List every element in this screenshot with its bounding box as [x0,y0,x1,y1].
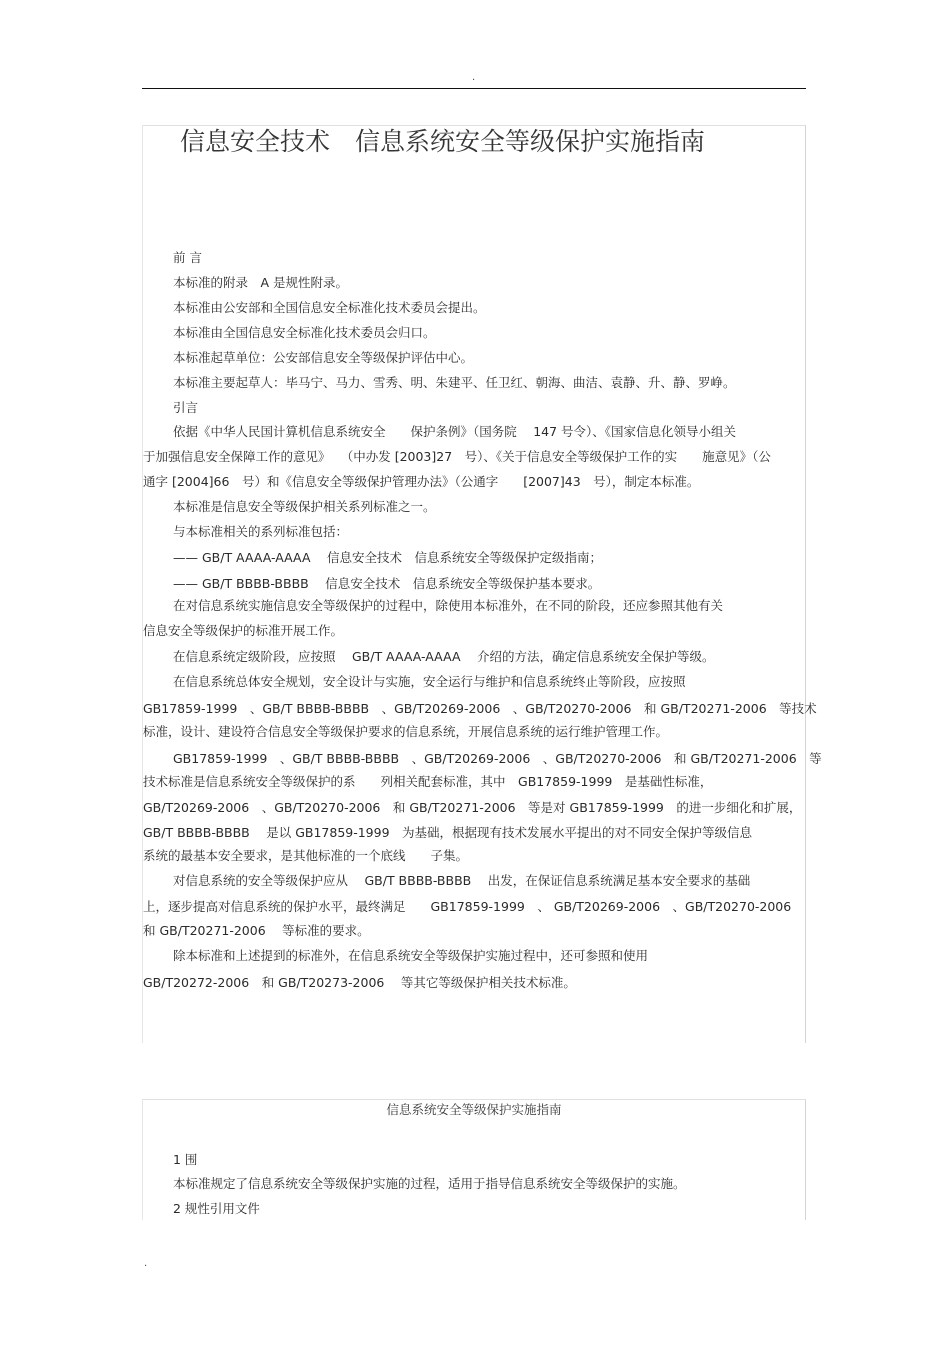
paragraph-line: GB/T20272-2006 和 GB/T20273-2006 等其它等级保护相关技术标准。 [143,975,576,990]
paragraph-line: 本标准规定了信息系统安全等级保护实施的过程，适用于指导信息系统安全等级保护的实施。 [173,1176,686,1191]
paragraph-line: 依据《中华人民国计算机信息系统安全 保护条例》（国务院 147 号令）、《国家信息化领导小组关 [173,424,737,439]
heading-introduction: 引言 [173,400,199,415]
paragraph-line: 对信息系统的安全等级保护应从 GB/T BBBB-BBBB 出发，在保证信息系统满足基本安全要求的基础 [173,873,751,888]
paragraph-line: 于加强信息安全保障工作的意见》 （中办发 [2003]27 号）、《关于信息安全等级保护工作的实 施意见》（公 [143,449,771,464]
heading-foreword: 前 言 [173,250,202,265]
paragraph-line: 本标准的附录 A 是规性附录。 [173,275,349,290]
header-rule [142,88,806,89]
paragraph-line: 本标准由全国信息安全标准化技术委员会归口。 [173,325,436,340]
paragraph-line: 和 GB/T20271-2006 等标准的要求。 [143,923,370,938]
section-title: 信息系统安全等级保护实施指南 [386,1102,562,1117]
paragraph-line: GB/T20269-2006 、GB/T20270-2006 和 GB/T20271-2006 等是对 GB17859-1999 的进一步细化和扩展， [143,800,802,815]
paragraph-line: 通字 [2004]66 号）和《信息安全等级保护管理办法》（公通字 [2007]43 号），制定本标准。 [143,474,700,489]
paragraph-line: 本标准是信息安全等级保护相关系列标准之一。 [173,499,436,514]
document-section-foreword [142,125,822,1043]
document-section-guide [142,1099,806,1220]
paragraph-line: 上，逐步提高对信息系统的保护水平，最终满足 GB17859-1999 、 GB/T20269-2006 、GB/T20270-2006 [143,899,792,914]
paragraph-line: GB17859-1999 、GB/T BBBB-BBBB 、GB/T20269-2006 、GB/T20270-2006 和 GB/T20271-2006 等技术 [143,701,817,716]
list-item: —— GB/T AAAA-AAAA 信息安全技术 信息系统安全等级保护定级指南； [173,550,602,565]
paragraph-line: 在对信息系统实施信息安全等级保护的过程中，除使用本标准外，在不同的阶段，还应参照其他有关 [173,598,724,613]
heading-scope: 1 围 [173,1152,198,1167]
paragraph-line: GB/T BBBB-BBBB 是以 GB17859-1999 为基础，根据现有技术发展水平提出的对不同安全保护等级信息 [143,825,753,840]
paragraph-line: 本标准主要起草人：毕马宁、马力、雪秀、明、朱建平、任卫红、朝海、曲洁、袁静、升、静、罗峥。 [173,375,736,390]
paragraph-line: 标准，设计、建设符合信息安全等级保护要求的信息系统，开展信息系统的运行维护管理工作。 [143,724,669,739]
paragraph-line: 信息安全等级保护的标准开展工作。 [143,623,344,638]
paragraph-line: 与本标准相关的系列标准包括： [173,524,349,539]
header-dot: . [472,72,476,83]
list-item: —— GB/T BBBB-BBBB 信息安全技术 信息系统安全等级保护基本要求。 [173,576,601,591]
document-title: 信息安全技术 信息系统安全等级保护实施指南 [180,127,706,156]
paragraph-line: 除本标准和上述提到的标准外，在信息系统安全等级保护实施过程中，还可参照和使用 [173,948,649,963]
paragraph-line: 在信息系统定级阶段，应按照 GB/T AAAA-AAAA 介绍的方法，确定信息系统安全保护等级。 [173,649,715,664]
paragraph-line: 系统的最基本安全要求，是其他标准的一个底线 子集。 [143,848,469,863]
paragraph-line: 本标准起草单位：公安部信息安全等级保护评估中心。 [173,350,474,365]
paragraph-line: GB17859-1999 、GB/T BBBB-BBBB 、GB/T20269-2006 、GB/T20270-2006 和 GB/T20271-2006 等 [173,751,822,766]
footer-dot: . [144,1258,148,1269]
paragraph-line: 技术标准是信息系统安全等级保护的系 列相关配套标准，其中 GB17859-1999 是基础性标准， [143,774,713,789]
paragraph-line: 在信息系统总体安全规划，安全设计与实施，安全运行与维护和信息系统终止等阶段，应按照 [173,674,686,689]
paragraph-line: 本标准由公安部和全国信息安全标准化技术委员会提出。 [173,300,486,315]
heading-normative-references: 2 规性引用文件 [173,1201,260,1216]
